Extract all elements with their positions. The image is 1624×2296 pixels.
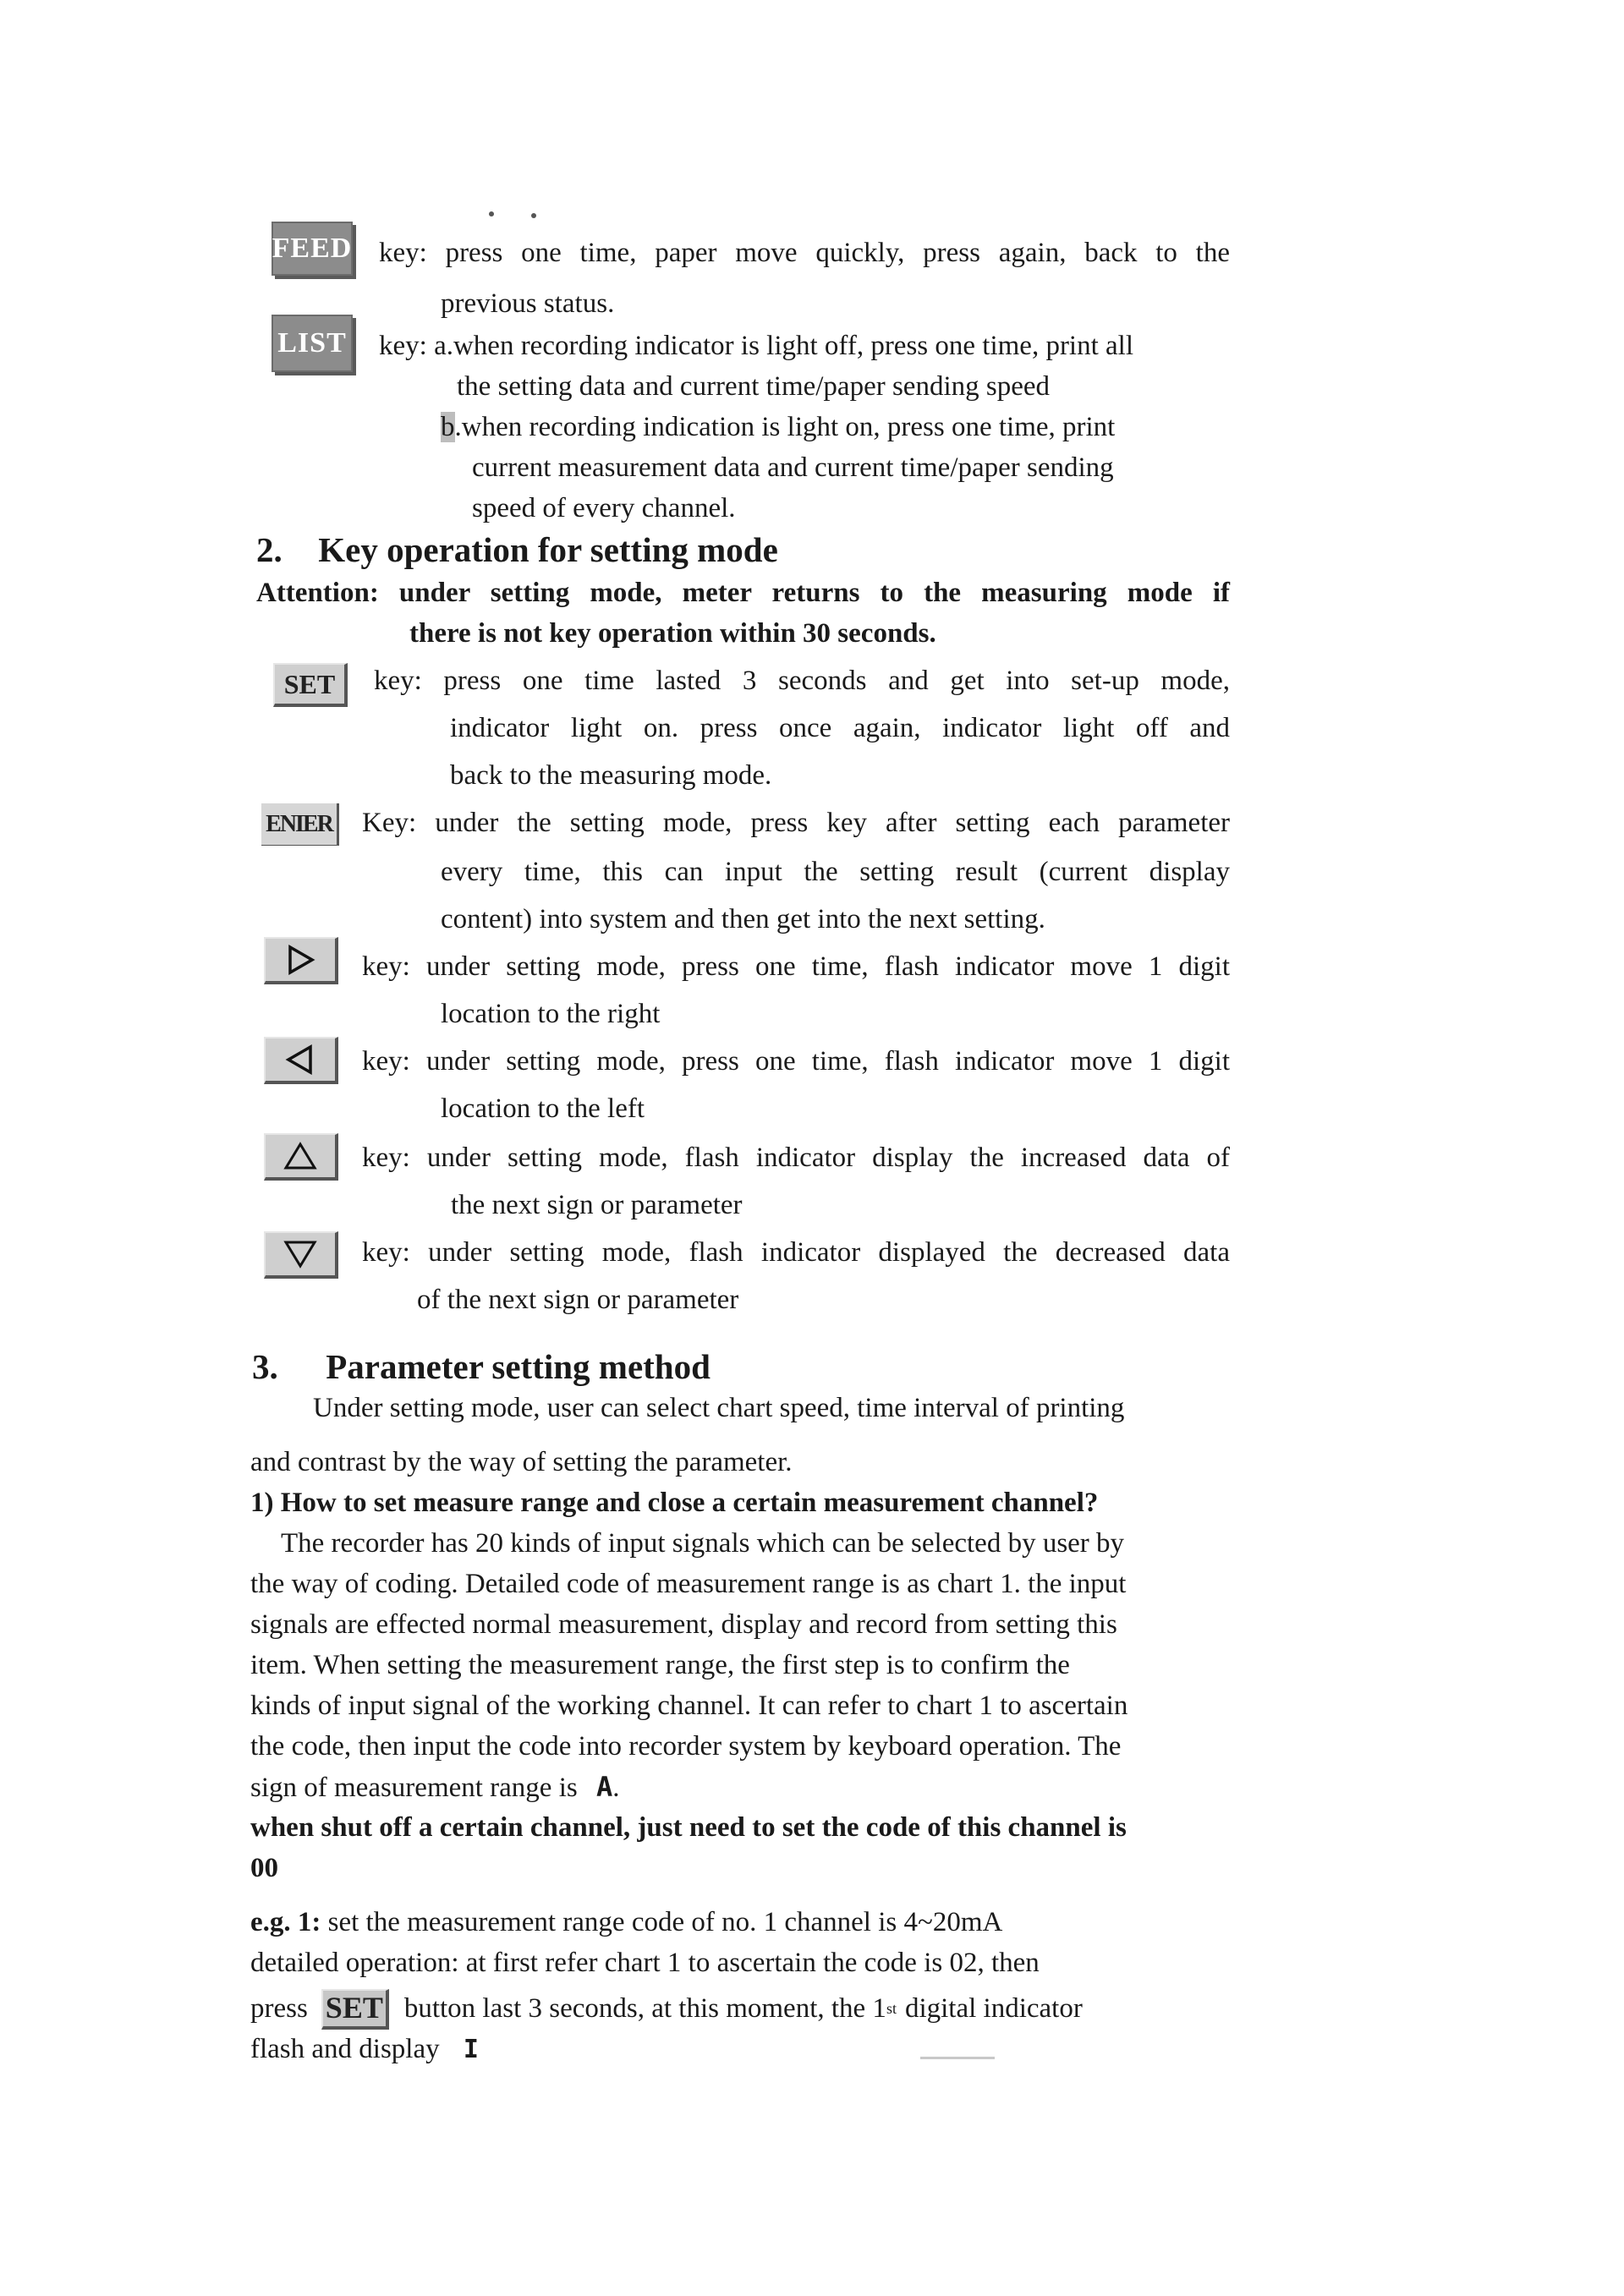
right-arrow-key-icon — [264, 937, 338, 984]
q1-bold-line1: when shut off a certain channel, just need to set the code of this channel is — [250, 1812, 1127, 1843]
cursor-glyph: I — [463, 2035, 479, 2064]
up-triangle-icon — [283, 1142, 317, 1170]
q1-para-line5: kinds of input signal of the working channel. It can refer to chart 1 to ascertain — [250, 1690, 1128, 1721]
set-key-line3: back to the measuring mode. — [450, 760, 772, 791]
example1-press-text: press — [250, 1993, 308, 2025]
down-key-line1: key: under setting mode, flash indicator displayed the decreased data — [362, 1237, 1230, 1268]
list-key-icon: LIST — [272, 315, 353, 372]
section3-title: Parameter setting method — [326, 1347, 710, 1386]
enter-key-line1: Key: under the setting mode, press key after setting each parameter — [362, 808, 1230, 838]
list-key-line3-rest: .when recording indication is light on, press one time, print — [454, 412, 1116, 442]
q1-para-line4: item. When setting the measurement range, the first step is to confirm the — [250, 1650, 1070, 1680]
example1-superscript: st — [886, 2000, 897, 2018]
left-key-line2: location to the left — [441, 1093, 645, 1124]
q1-para-line2: the way of coding. Detailed code of measurement range is as chart 1. the input — [250, 1569, 1127, 1599]
attention-line2: there is not key operation within 30 seconds. — [409, 618, 936, 649]
section2-heading — [256, 529, 778, 570]
q1-sign-text: sign of measurement range is — [250, 1773, 578, 1803]
up-key-line1: key: under setting mode, flash indicator display the increased data of — [362, 1143, 1230, 1173]
left-triangle-icon — [285, 1044, 315, 1075]
section3-heading — [252, 1346, 710, 1387]
right-key-line2: location to the right — [441, 999, 661, 1029]
range-sign-glyph: A — [595, 1771, 613, 1803]
set-key-icon: SET — [273, 663, 348, 707]
down-arrow-key-icon — [264, 1231, 338, 1279]
section2-number: 2. — [256, 530, 283, 569]
q1-para-line1: The recorder has 20 kinds of input signals which can be selected by user by — [281, 1528, 1125, 1559]
example1-line1 — [250, 1906, 1002, 1940]
up-arrow-key-icon — [264, 1133, 338, 1181]
set-key-line2: indicator light on. press once again, indicator light off and — [450, 713, 1230, 743]
q1-sign-end: . — [612, 1773, 620, 1803]
down-key-line2: of the next sign or parameter — [417, 1285, 739, 1315]
list-key-line3 — [441, 411, 1115, 445]
feed-key-line1: key: press one time, paper move quickly, press again, back to the — [379, 238, 1230, 268]
q1-bold-line2: 00 — [250, 1853, 278, 1883]
example1-line4 — [250, 2033, 479, 2067]
q1-para-line6: the code, then input the code into recorder system by keyboard operation. The — [250, 1731, 1122, 1762]
top-marks — [489, 211, 540, 218]
example1-line2: detailed operation: at first refer chart 1 to ascertain the code is 02, then — [250, 1948, 1040, 1978]
list-key-line1: key: a.when recording indicator is light off, press one time, print all — [379, 331, 1133, 361]
enter-key-icon: ENIER — [261, 803, 339, 846]
section3-number: 3. — [252, 1347, 278, 1386]
list-key-b-marker: b — [441, 412, 455, 442]
enter-key-line2: every time, this can input the setting result (current display — [441, 857, 1230, 887]
list-key-line4: current measurement data and current time/paper sending — [472, 452, 1114, 483]
example1-line3-end: digital indicator — [904, 1993, 1083, 2025]
feed-key-line2: previous status. — [441, 288, 615, 319]
up-key-line2: the next sign or parameter — [451, 1190, 743, 1220]
attention-line1: Attention: under setting mode, meter returns to the measuring mode if — [256, 578, 1230, 608]
q1-para-line3: signals are effected normal measurement, display and record from setting this — [250, 1609, 1117, 1640]
section3-intro-line2: and contrast by the way of setting the parameter. — [250, 1447, 793, 1477]
down-triangle-icon — [283, 1240, 317, 1269]
example1-line1-rest: set the measurement range code of no. 1 channel is 4~20mA — [327, 1907, 1003, 1937]
right-key-line1: key: under setting mode, press one time, flash indicator move 1 digit — [362, 951, 1230, 982]
feed-key-icon: FEED — [272, 222, 353, 276]
list-key-line2: the setting data and current time/paper sending speed — [457, 371, 1051, 402]
bottom-divider — [920, 2057, 995, 2059]
q1-sign-line — [250, 1771, 619, 1806]
set-inline-key-icon: SET — [321, 1989, 389, 2030]
example1-label: e.g. 1: — [250, 1907, 321, 1937]
section2-title: Key operation for setting mode — [318, 530, 778, 569]
example1-line3-post: button last 3 seconds, at this moment, the 1 — [403, 1993, 886, 2025]
left-key-line1: key: under setting mode, press one time, flash indicator move 1 digit — [362, 1046, 1230, 1077]
set-key-line1: key: press one time lasted 3 seconds and get into set-up mode, — [374, 666, 1230, 696]
left-arrow-key-icon — [264, 1037, 338, 1084]
section3-intro-line1: Under setting mode, user can select chart speed, time interval of printing — [313, 1393, 1125, 1423]
example1-line3 — [250, 1989, 1083, 2030]
right-triangle-icon — [285, 945, 315, 975]
q1-heading: 1) How to set measure range and close a certain measurement channel? — [250, 1488, 1099, 1518]
list-key-line5: speed of every channel. — [472, 493, 736, 523]
example1-line4-text: flash and display — [250, 2034, 440, 2064]
enter-key-line3: content) into system and then get into the next setting. — [441, 904, 1045, 934]
